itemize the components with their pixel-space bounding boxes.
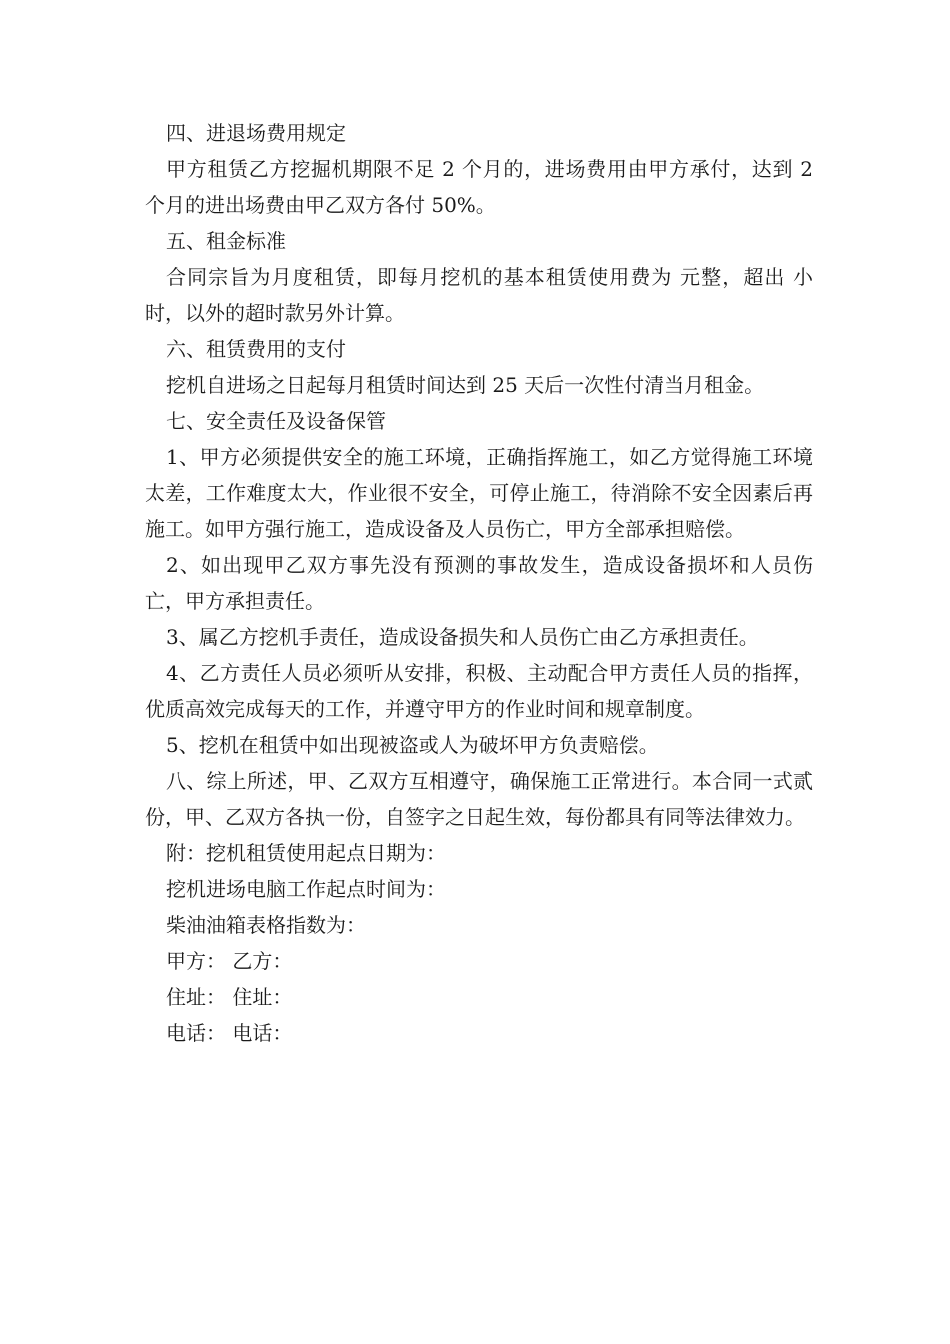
paragraph-safety-3: 3、属乙方挖机手责任，造成设备损失和人员伤亡由乙方承担责任。 [166,625,759,649]
appendix-fuel-index: 柴油油箱表格指数为： [166,913,366,937]
paragraph-safety-1: 1、甲方必须提供安全的施工环境，正确指挥施工，如乙方觉得施工环境太差，工作难度太大，作业很不安全，可停止施工，待消除不安全因素后再施工。如甲方强行施工，造成设备及人员伤亡，甲方全部承担赔偿。 [145,445,813,541]
section-heading-entry-exit-fees: 四、进退场费用规定 [166,121,346,145]
signature-parties: 甲方： 乙方： [166,949,293,973]
section-heading-safety: 七、安全责任及设备保管 [166,409,386,433]
paragraph-payment: 挖机自进场之日起每月租赁时间达到 25 天后一次性付清当月租金。 [166,373,765,397]
signature-address: 住址： 住址： [166,985,293,1009]
paragraph-rent-standard: 合同宗旨为月度租赁，即每月挖机的基本租赁使用费为 元整，超出 小时，以外的超时款另外计算。 [145,265,813,325]
paragraph-summary: 八、综上所述，甲、乙双方互相遵守，确保施工正常进行。本合同一式贰份，甲、乙双方各执一份，自签字之日起生效，每份都具有同等法律效力。 [145,769,813,829]
document-body [145,115,813,1051]
paragraph-safety-2: 2、如出现甲乙双方事先没有预测的事故发生，造成设备损坏和人员伤亡，甲方承担责任。 [145,553,813,613]
paragraph-entry-exit-fees: 甲方租赁乙方挖掘机期限不足 2 个月的，进场费用由甲方承付，达到 2 个月的进出场费由甲乙双方各付 50%。 [145,157,813,217]
appendix-start-date: 附：挖机租赁使用起点日期为： [166,841,446,865]
paragraph-safety-4: 4、乙方责任人员必须听从安排，积极、主动配合甲方责任人员的指挥，优质高效完成每天的工作，并遵守甲方的作业时间和规章制度。 [145,661,813,721]
section-heading-payment: 六、租赁费用的支付 [166,337,346,361]
section-heading-rent-standard: 五、租金标准 [166,229,286,253]
appendix-start-time: 挖机进场电脑工作起点时间为： [166,877,446,901]
paragraph-safety-5: 5、挖机在租赁中如出现被盗或人为破坏甲方负责赔偿。 [166,733,659,757]
signature-phone: 电话： 电话： [166,1021,293,1045]
